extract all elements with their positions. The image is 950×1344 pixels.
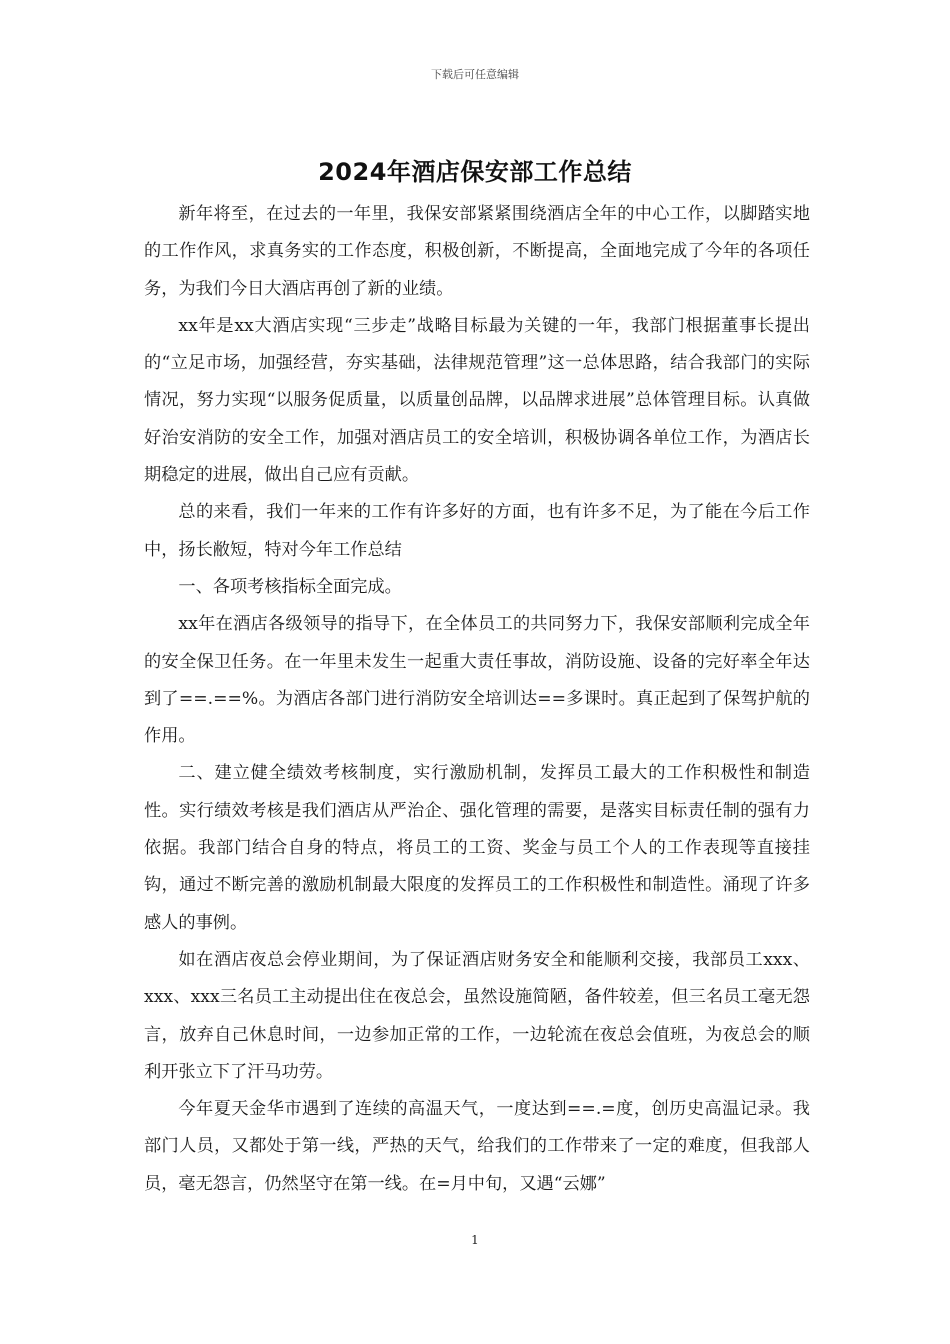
section-heading-1: 一、各项考核指标全面完成。 <box>178 576 402 597</box>
paragraph-example-summer: 今年夏天金华市遇到了连续的高温天气，一度达到==.=度，创历史高温记录。我部门人员，又都处于第一线，严热的天气，给我们的工作带来了一定的难度，但我部人员，毫无怨言，仍然坚守在第一线。在=月中旬，又遇“云娜” <box>144 1099 810 1194</box>
document-body <box>144 196 810 1203</box>
paragraph-overview: 总的来看，我们一年来的工作有许多好的方面，也有许多不足，为了能在今后工作中，扬长敝短，特对今年工作总结 <box>144 502 810 560</box>
section-heading-2: 二、建立健全绩效考核制度，实行激励机制，发挥员工最大的工作积极性和制造性。实行绩效考核是我们酒店从严治企、强化管理的需要，是落实目标责任制的强有力依据。我部门结合自身的特点，将员工的工资、奖金与员工个人的工作表现等直接挂钩，通过不断完善的激励机制最大限度的发挥员工的工作积极性和制造性。涌现了许多感人的事例。 <box>144 763 810 933</box>
page-header-note: 下载后可任意编辑 <box>431 68 519 81</box>
paragraph-strategy: xx年是xx大酒店实现“三步走”战略目标最为关键的一年，我部门根据董事长提出的“立足市场，加强经营，夯实基础，法律规范管理”这一总体思路，结合我部门的实际情况，努力实现“以服务促质量，以质量创品牌，以品牌求进展”总体管理目标。认真做好治安消防的安全工作，加强对酒店员工的安全培训，积极协调各单位工作，为酒店长期稳定的进展，做出自己应有贡献。 <box>144 315 810 486</box>
paragraph-intro: 新年将至，在过去的一年里，我保安部紧紧围绕酒店全年的中心工作，以脚踏实地的工作作风，求真务实的工作态度，积极创新，不断提高，全面地完成了今年的各项任务，为我们今日大酒店再创了新的业绩。 <box>144 204 810 299</box>
page-number: 1 <box>471 1233 479 1247</box>
paragraph-example-nightclub: 如在酒店夜总会停业期间，为了保证酒店财务安全和能顺利交接，我部员工xxx、xxx、xxx三名员工主动提出住在夜总会，虽然设施简陋，备件较差，但三名员工毫无怨言，放弃自己休息时间，一边参加正常的工作，一边轮流在夜总会值班，为夜总会的顺利开张立下了汗马功劳。 <box>144 949 810 1082</box>
document-title: 2024年酒店保安部工作总结 <box>318 158 632 186</box>
paragraph-indicators: xx年在酒店各级领导的指导下，在全体员工的共同努力下，我保安部顺利完成全年的安全保卫任务。在一年里未发生一起重大责任事故，消防设施、设备的完好率全年达到了==.==%。为酒店各部门进行消防安全培训达==多课时。真正起到了保驾护航的作用。 <box>144 614 810 747</box>
